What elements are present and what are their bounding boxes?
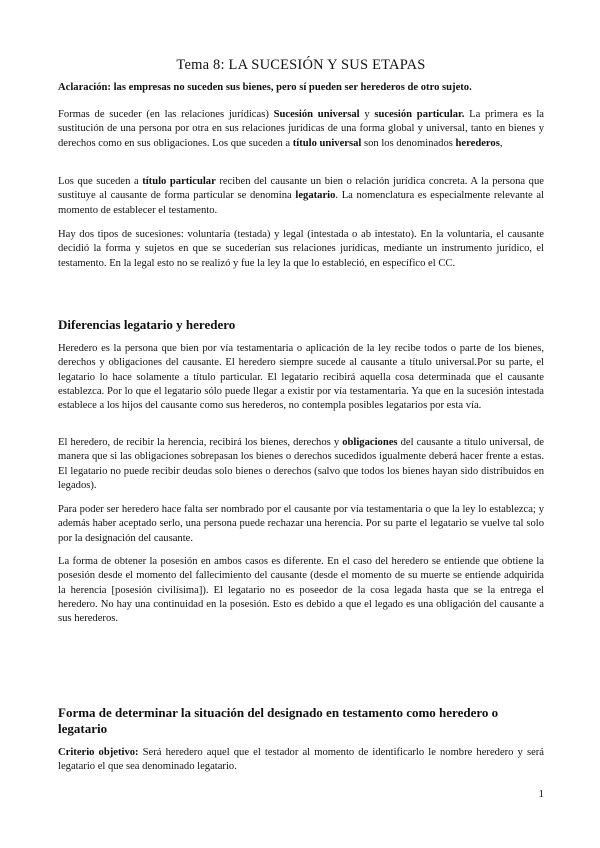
text-run: , — [499, 137, 503, 149]
bold-term: herederos — [455, 137, 500, 149]
paragraph-heredero-obligaciones — [58, 436, 544, 493]
heading-diferencias: Diferencias legatario y heredero — [58, 317, 236, 332]
text-run: son los denominados — [361, 137, 456, 149]
bold-term: Sucesión universal — [273, 109, 360, 120]
text-run: Formas de suceder (en las relaciones jurídicas) — [58, 109, 274, 120]
bold-term: título particular — [142, 176, 216, 187]
page-number: 1 — [538, 788, 544, 800]
paragraph-ser-heredero: Para poder ser heredero hace falta ser nombrado por el causante por vía testamentaria o que la ley lo establezca; y además haber aceptado serlo, una persona puede rechazar una herencia. Por su parte el legatario se vuelve tal solo por la designación del causante. — [58, 504, 544, 544]
bold-term: título universal — [292, 137, 362, 149]
bold-term: legatario — [295, 190, 336, 202]
paragraph-heredero-definicion: Heredero es la persona que bien por vía testamentaria o aplicación de la ley recibe todos o parte de los bienes, derechos y obligaciones del causante. El heredero siempre sucede al causante a título universal.Por su parte, el legatario lo hace solamente a título particular. El legatario recibirá aquella cosa determinada que el causante establezca. Por lo que el legatario sólo puede llegar a existir por vía testamentaria. Ya que en la sucesión intestada establece a los hijos del causante como sus herederos, no contempla posibles legatarios por esta vía. — [58, 343, 544, 412]
text-run: Los que suceden a — [58, 176, 143, 187]
document-page — [58, 0, 544, 848]
bold-term: Criterio objetivo: — [58, 747, 139, 758]
paragraph-titulo-particular — [58, 175, 544, 218]
aclaracion-note: Aclaración: las empresas no suceden sus bienes, pero sí pueden ser herederos de otro sujeto. — [58, 82, 472, 93]
text-run: . La nomenclatura es especialmente relevante al momento de establecer el testamento. — [58, 190, 544, 216]
page-title: Tema 8: LA SUCESIÓN Y SUS ETAPAS — [176, 57, 426, 73]
bold-term: sucesión particular. — [374, 109, 465, 120]
bold-term: obligaciones — [342, 437, 398, 448]
text-run: reciben del causante un bien o relación jurídica concreta. A la persona que sustituye al causante de forma particular se denomina — [58, 176, 544, 202]
text-run: La primera es la sustitución de una persona por otra en sus relaciones jurídicas de una forma global y universal, tanto en bienes y derechos como en sus obligaciones. Los que suceden a — [58, 109, 544, 149]
paragraph-criterio-objetivo — [58, 746, 544, 775]
paragraph-tipos-sucesiones: Hay dos tipos de sucesiones: voluntaria (testada) y legal (intestada o ab intestato). En la voluntaria, el causante decidió la forma y sujetos en que se sucederían sus relaciones jurídicas, mediante un instrumento jurídico, el testamento. En la legal esto no se realizó y fue la ley la que lo estableció, en específico el CC. — [58, 229, 544, 269]
text-run: Será heredero aquel que el testador al momento de identificarlo le nombre heredero y será legatario el que sea denominado legatario. — [58, 747, 544, 773]
text-run: del causante a título universal, de manera que si las obligaciones sobrepasan los bienes o derechos sucedidos igualmente deberá hacer frente a estas. El legatario no puede recibir deudas solo bienes o derechos (salvo que todos los bienes hayan sido distribuidos en legados). — [58, 437, 544, 491]
heading-forma-determinar: Forma de determinar la situación del designado en testamento como heredero o legatario — [58, 705, 499, 736]
text-run: El heredero, de recibir la herencia, recibirá los bienes, derechos y — [58, 437, 343, 448]
paragraph-formas-suceder — [58, 108, 544, 151]
paragraph-posesion: La forma de obtener la posesión en ambos casos es diferente. En el caso del heredero se entiende que obtiene la posesión desde el momento del fallecimiento del causante (desde el momento de su muerte se entiende adquirida la herencia [posesión civilísima]). El legatario no es poseedor de la cosa legada hasta que se la entrega el heredero. No hay una continuidad en la posesión. Esto es debido a que el legado es una obligación del causante a sus herederos. — [58, 556, 544, 625]
text-run: y — [359, 109, 375, 120]
